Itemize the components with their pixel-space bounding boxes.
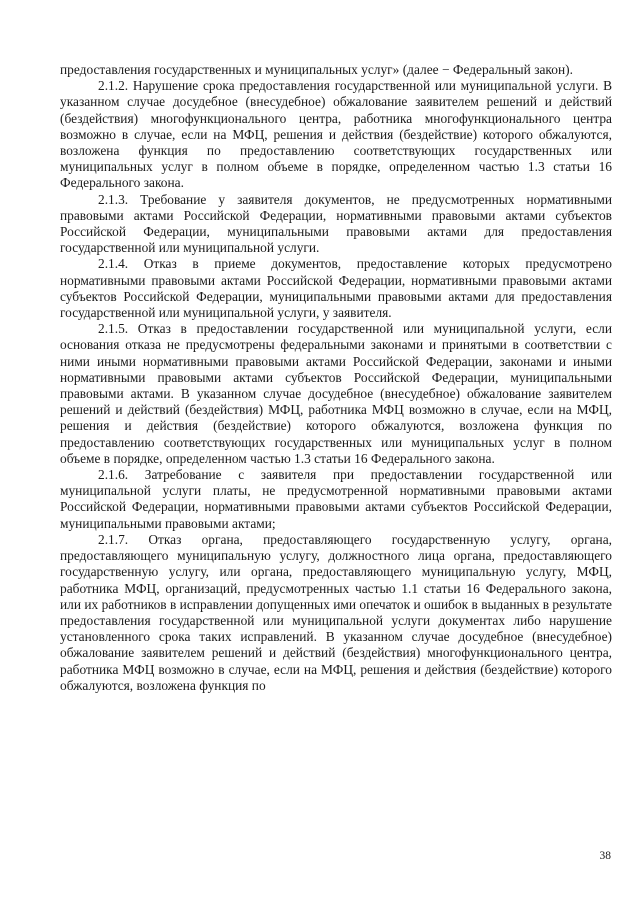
paragraph-2-1-2: 2.1.2. Нарушение срока предоставления государственной или муниципальной услуги. В указанном случае досудебное (внесудебное) обжалование заявителем решений и действий (бездействия) многофункционального центра, работника многофункционального центра возможно в случае, если на МФЦ, решения и действия (бездействие) которого обжалуются, возложена функция по предоставлению соответствующих государственных или муниципальных услуг в полном объеме в порядке, определенном частью 1.3 статьи 16 Федерального закона. — [60, 78, 612, 191]
paragraph-2-1-7: 2.1.7. Отказ органа, предоставляющего государственную услугу, органа, предоставляющего муниципальную услугу, должностного лица органа, предоставляющего государственную услугу, или органа, предоставляющего муниципальную услугу, МФЦ, работника МФЦ, организаций, предусмотренных частью 1.1 статьи 16 Федерального закона, или их работников в исправлении допущенных ими опечаток и ошибок в выданных в результате предоставления государственной или муниципальной услуги документах либо нарушение установленного срока таких исправлений. В указанном случае досудебное (внесудебное) обжалование заявителем решений и действий (бездействия) многофункционального центра, работника МФЦ возможно в случае, если на МФЦ, решения и действия (бездействие) которого обжалуются, возложена функция по — [60, 531, 612, 693]
page-number: 38 — [599, 850, 611, 862]
paragraph-2-1-6: 2.1.6. Затребование с заявителя при предоставлении государственной или муниципальной услуги платы, не предусмотренной нормативными правовыми актами Российской Федерации, нормативными правовыми актами субъектов Российской Федерации, муниципальными правовыми актами; — [60, 467, 612, 531]
paragraph-2-1-3: 2.1.3. Требование у заявителя документов, не предусмотренных нормативными правовыми актами Российской Федерации, нормативными правовыми актами субъектов Российской Федерации, муниципальными правовыми актами для предоставления государственной или муниципальной услуги. — [60, 191, 612, 256]
paragraph-continuation: предоставления государственных и муниципальных услуг» (далее − Федеральный закон). — [60, 62, 573, 77]
paragraph-2-1-5: 2.1.5. Отказ в предоставлении государственной или муниципальной услуги, если основания отказа не предусмотрены федеральными законами и принятыми в соответствии с ними иными нормативными правовыми актами Российской Федерации, законами и иными нормативными правовыми актами субъектов Российской Федерации, муниципальными правовыми актами. В указанном случае досудебное (внесудебное) обжалование заявителем решений и действий (бездействия) МФЦ, работника МФЦ возможно в случае, если на МФЦ, решения и действия (бездействие) которого обжалуются, возложена функция по предоставлению соответствующих государственных или муниципальных услуг в полном объеме в порядке, определенном частью 1.3 статьи 16 Федерального закона. — [60, 321, 612, 466]
paragraph-2-1-4: 2.1.4. Отказ в приеме документов, предоставление которых предусмотрено нормативными правовыми актами Российской Федерации, нормативными правовыми актами субъектов Российской Федерации, муниципальными правовыми актами для предоставления государственной или муниципальной услуги, у заявителя. — [60, 256, 612, 321]
document-body — [60, 62, 612, 694]
